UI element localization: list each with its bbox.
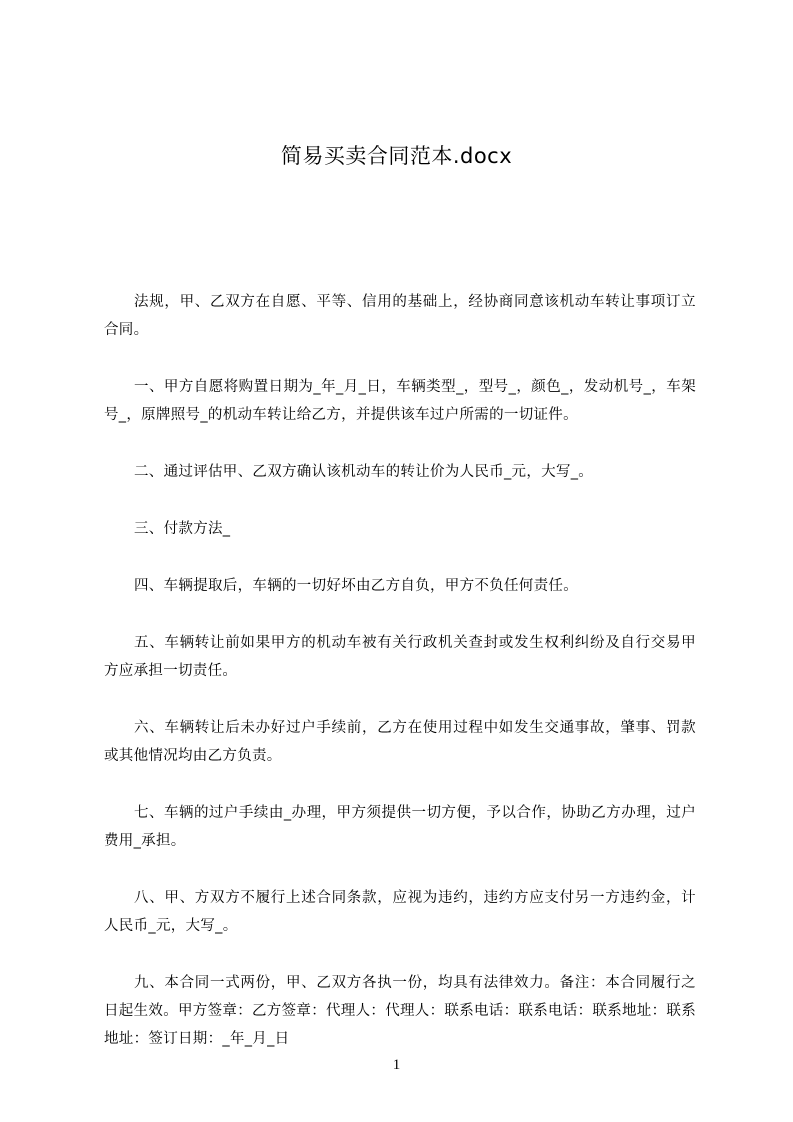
document-body — [104, 288, 696, 1082]
paragraph-clause-7: 七、车辆的过户手续由_办理，甲方须提供一切方便，予以合作，协助乙方办理，过户费用_承担。 — [104, 805, 696, 849]
paragraph-clause-5: 五、车辆转让前如果甲方的机动车被有关行政机关查封或发生权利纠纷及自行交易甲方应承担一切责任。 — [104, 635, 696, 679]
paragraph-clause-6: 六、车辆转让后未办好过户手续前，乙方在使用过程中如发生交通事故，肇事、罚款或其他情况均由乙方负责。 — [104, 720, 696, 764]
paragraph-clause-8: 八、甲、方双方不履行上述合同条款，应视为违约，违约方应支付另一方违约金，计人民币_元，大写_。 — [104, 890, 696, 934]
document-title: 简易买卖合同范本.docx — [280, 144, 513, 168]
paragraph-clause-2: 二、通过评估甲、乙双方确认该机动车的转让价为人民币_元，大写_。 — [134, 464, 594, 480]
paragraph-preamble: 法规，甲、乙双方在自愿、平等、信用的基础上，经协商同意该机动车转让事项订立合同。 — [104, 294, 696, 338]
paragraph-clause-3: 三、付款方法_ — [134, 521, 231, 537]
paragraph-clause-1: 一、甲方自愿将购置日期为_年_月_日，车辆类型_，型号_，颜色_，发动机号_，车架号_，原牌照号_的机动车转让给乙方，并提供该车过户所需的一切证件。 — [104, 379, 696, 423]
page-number: 1 — [392, 1057, 401, 1073]
paragraph-clause-9: 九、本合同一式两份，甲、乙双方各执一份，均具有法律效力。备注：本合同履行之日起生效。甲方签章：乙方签章：代理人：代理人：联系电话：联系电话：联系地址：联系地址：签订日期：_年_月_日 — [104, 975, 696, 1047]
paragraph-clause-4: 四、车辆提取后，车辆的一切好坏由乙方自负，甲方不负任何责任。 — [134, 578, 578, 594]
